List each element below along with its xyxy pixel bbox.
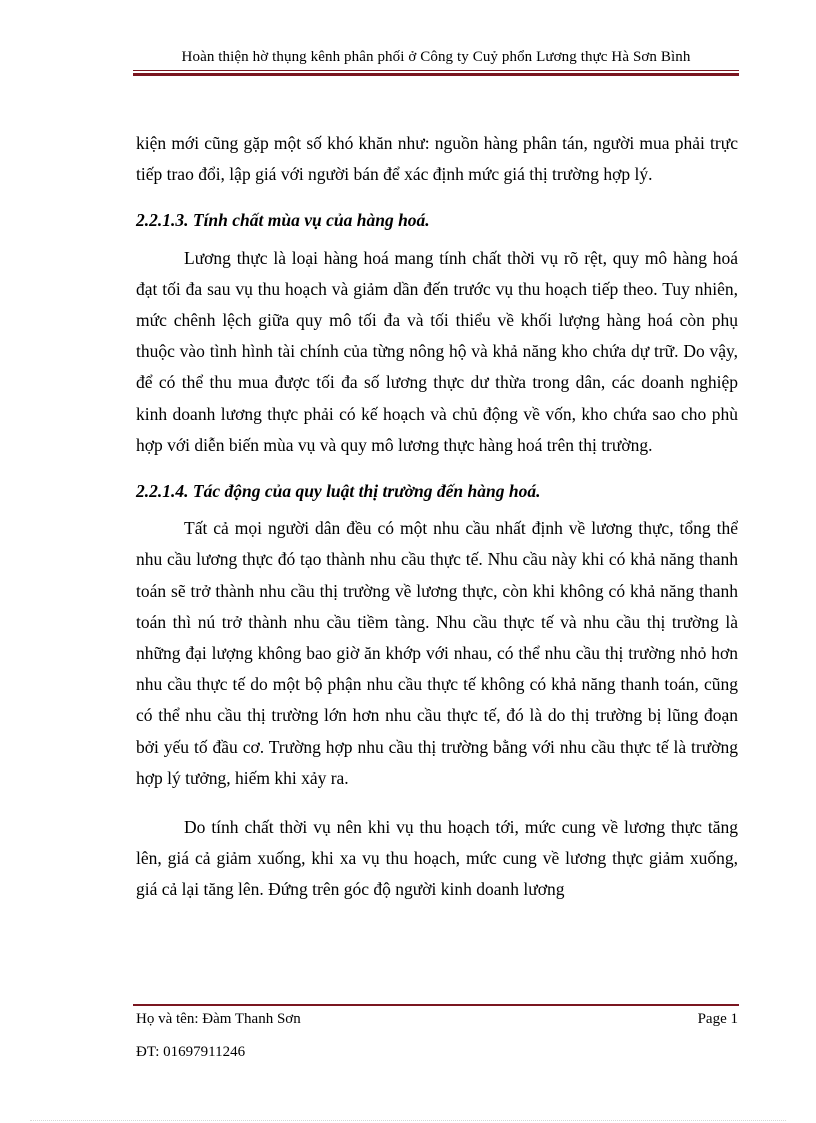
footer-author-name: Họ và tên: Đàm Thanh Sơn (136, 1011, 301, 1027)
section-heading-2-2-1-4: 2.2.1.4. Tác động của quy luật thị trường đến hàng hoá. (136, 481, 541, 502)
page-header-title: Hoàn thiện hờ thụng kênh phân phối ở Công ty Cuỷ phổn Lương thực Hà Sơn Bình (181, 49, 691, 65)
header-rule-thin (133, 70, 739, 71)
paragraph-continuation: kiện mới cũng gặp một số khó khăn như: nguồn hàng phân tán, người mua phải trực tiếp trao đổi, lập giá với người bán để xác định mức giá thị trường hợp lý. (136, 133, 738, 185)
page-bottom-edge (30, 1120, 786, 1121)
section-heading-2-2-1-3: 2.2.1.3. Tính chất mùa vụ của hàng hoá. (136, 210, 430, 231)
paragraph-market-demand: Tất cả mọi người dân đều có một nhu cầu nhất định về lương thực, tổng thể nhu cầu lương thực đó tạo thành nhu cầu thực tế. Nhu cầu này khi có khả năng thanh toán sẽ trở thành nhu cầu thị trường về lương thực, còn khi không có khả năng thanh toán thì nú trở thành nhu cầu tiềm tàng. Nhu cầu thực tế và nhu cầu thị trường là những đại lượng không bao giờ ăn khớp với nhau, có thể nhu cầu thị trường nhỏ hơn nhu cầu thực tế do một bộ phận nhu cầu thực tế không có khả năng thanh toán, cũng có thể nhu cầu thị trường lớn hơn nhu cầu thực tế, đó là do thị trường bị lũng đoạn bởi yếu tố đầu cơ. Trường hợp nhu cầu thị trường bằng với nhu cầu thực tế là trường hợp lý tưởng, hiếm khi xảy ra. (136, 518, 738, 788)
paragraph-supply-price: Do tính chất thời vụ nên khi vụ thu hoạch tới, mức cung về lương thực tăng lên, giá cả giảm xuống, khi xa vụ thu hoạch, mức cung về lương thực giảm xuống, giá cả lại tăng lên. Đứng trên góc độ người kinh doanh lương (136, 817, 738, 900)
footer-page-number: Page 1 (697, 1011, 738, 1027)
footer-rule (133, 1004, 739, 1006)
footer-phone: ĐT: 01697911246 (136, 1044, 246, 1060)
header-rule-thick (133, 73, 739, 76)
paragraph-seasonality: Lương thực là loại hàng hoá mang tính chất thời vụ rõ rệt, quy mô hàng hoá đạt tối đa sau vụ thu hoạch và giảm dần đến trước vụ thu hoạch tiếp theo. Tuy nhiên, mức chênh lệch giữa quy mô tối đa và tối thiểu về khối lượng hàng hoá còn phụ thuộc vào tình hình tài chính của từng nông hộ và khả năng kho chứa dự trữ. Do vậy, để có thể thu mua được tối đa số lương thực dư thừa trong dân, các doanh nghiệp kinh doanh lương thực phải có kế hoạch và chủ động về vốn, kho chứa sao cho phù hợp với diễn biến mùa vụ và quy mô lương thực hàng hoá trên thị trường. (136, 247, 738, 455)
document-body (136, 128, 738, 906)
